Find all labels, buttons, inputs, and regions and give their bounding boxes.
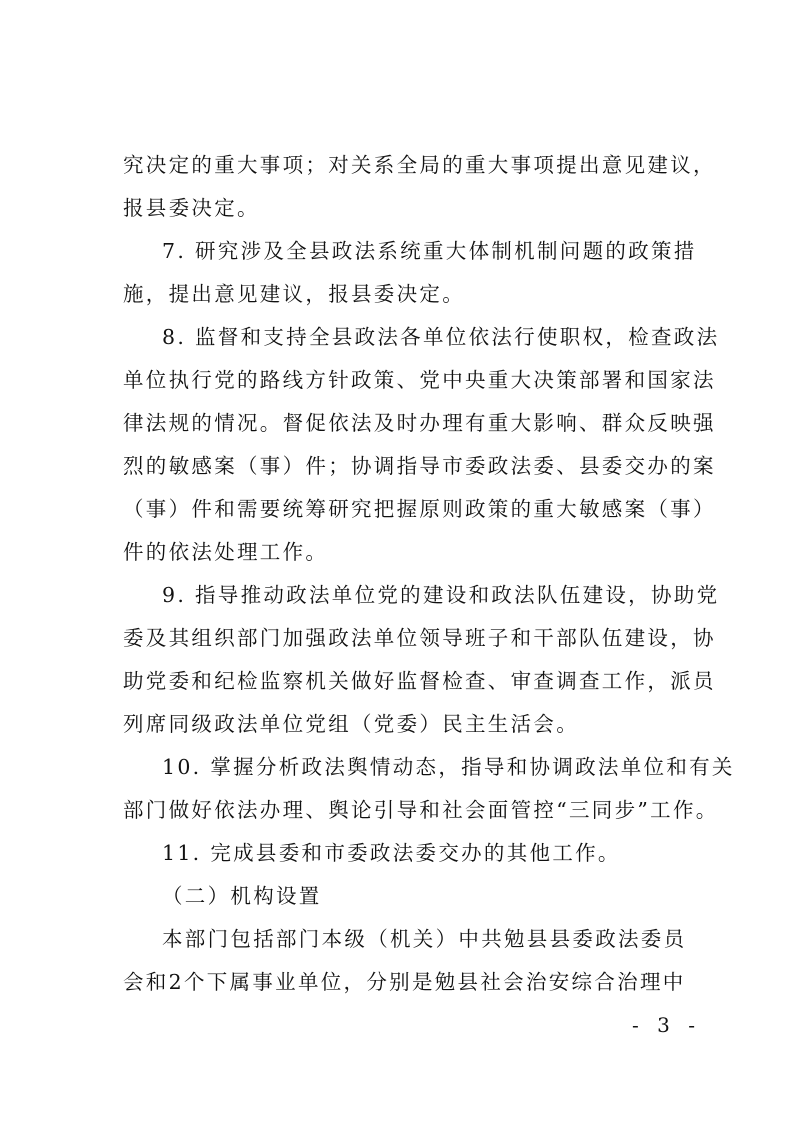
page-number: - 3 - (632, 1013, 701, 1037)
text-line: 究决定的重大事项；对关系全局的重大事项提出意见建议， (123, 153, 716, 177)
text-line: 报县委决定。 (123, 196, 260, 220)
paragraph-line: 本部门包括部门本级（机关）中共勉县县委政法委员 (162, 927, 687, 951)
text-line: 件的依法处理工作。 (123, 540, 329, 564)
list-item-10-line: 10. 掌握分析政法舆情动态，指导和协调政法单位和有关 (162, 755, 735, 779)
list-item-8-line: 8. 监督和支持全县政法各单位依法行使职权，检查政法 (162, 325, 720, 349)
text-line: 助党委和纪检监察机关做好监督检查、审查调查工作，派员 (123, 669, 716, 693)
section-heading: （二）机构设置 (162, 884, 322, 908)
text-line: 委及其组织部门加强政法单位领导班子和干部队伍建设，协 (123, 626, 716, 650)
text-line: 烈的敏感案（事）件；协调指导市委政法委、县委交办的案 (123, 454, 716, 478)
text-line: 单位执行党的路线方针政策、党中央重大决策部署和国家法 (123, 368, 716, 392)
text-line: 部门做好依法办理、舆论引导和社会面管控“三同步”工作。 (123, 798, 719, 822)
text-line: 会和2个下属事业单位，分别是勉县社会治安综合治理中 (123, 970, 686, 994)
text-line: （事）件和需要统筹研究把握原则政策的重大敏感案（事） (123, 497, 716, 521)
list-item-7-line: 7. 研究涉及全县政法系统重大体制机制问题的政策措 (162, 239, 697, 263)
text-line: 施，提出意见建议，报县委决定。 (123, 282, 465, 306)
list-item-11-line: 11. 完成县委和市委政法委交办的其他工作。 (162, 841, 621, 865)
text-line: 律法规的情况。督促依法及时办理有重大影响、群众反映强 (123, 411, 716, 435)
list-item-9-line: 9. 指导推动政法单位党的建设和政法队伍建设，协助党 (162, 583, 720, 607)
text-line: 列席同级政法单位党组（党委）民主生活会。 (123, 712, 579, 736)
